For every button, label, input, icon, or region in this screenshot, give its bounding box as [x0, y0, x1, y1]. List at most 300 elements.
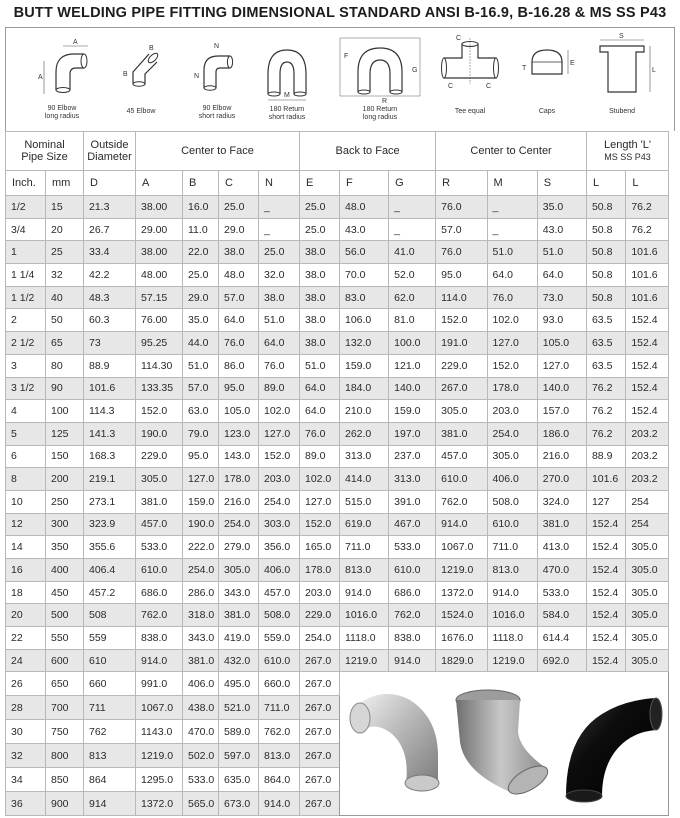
table-cell: 25.0 [259, 241, 300, 264]
table-cell: 51.0 [183, 354, 219, 377]
90-elbow-short-radius-icon [186, 28, 248, 108]
table-cell: 270.0 [537, 468, 586, 491]
table-cell: 38.0 [300, 264, 340, 287]
table-cell: 102.0 [259, 400, 300, 423]
table-cell: 152.0 [436, 309, 487, 332]
diagram-caption: 90 Elbow long radius [44, 105, 80, 120]
table-cell: 127.0 [300, 490, 340, 513]
table-cell: 381.0 [436, 422, 487, 445]
table-cell: 35.0 [183, 309, 219, 332]
table-cell: 991.0 [136, 672, 183, 696]
table-cell: 48.3 [84, 286, 136, 309]
table-cell: 267.0 [300, 768, 340, 792]
column-header: Inch. [6, 171, 46, 196]
table-cell: 88.9 [586, 445, 625, 468]
table-cell: 203.0 [487, 400, 537, 423]
table-cell: 105.0 [537, 332, 586, 355]
table-cell: 1219.0 [436, 559, 487, 582]
column-header: S [537, 171, 586, 196]
header-length-subtitle: MS SS P43 [604, 152, 651, 162]
table-cell: 457.0 [259, 581, 300, 604]
table-cell: 502.0 [183, 744, 219, 768]
table-cell: 254.0 [487, 422, 537, 445]
table-cell: 178.0 [300, 559, 340, 582]
table-cell: 140.0 [389, 377, 436, 400]
table-cell: 101.6 [626, 264, 669, 287]
table-cell: 1118.0 [340, 627, 389, 650]
column-header: L [586, 171, 625, 196]
table-cell: 22.0 [183, 241, 219, 264]
table-cell: _ [259, 218, 300, 241]
table-cell: 81.0 [389, 309, 436, 332]
table-row [6, 581, 669, 604]
caps-icon [516, 28, 578, 100]
table-row [6, 241, 669, 264]
table-cell: 813.0 [487, 559, 537, 582]
page-title: BUTT WELDING PIPE FITTING DIMENSIONAL STANDARD ANSI B-16.9, B-16.28 & MS SS P43 [13, 5, 667, 21]
table-cell: 64.0 [487, 264, 537, 287]
table-cell: 305.0 [136, 468, 183, 491]
table-cell: 313.0 [340, 445, 389, 468]
table-cell: 16.0 [183, 196, 219, 219]
table-cell: 38.0 [300, 241, 340, 264]
table-cell: 100.0 [389, 332, 436, 355]
table-cell: 533.0 [537, 581, 586, 604]
table-cell: 51.0 [259, 309, 300, 332]
table-cell: 168.3 [84, 445, 136, 468]
table-cell: 305.0 [626, 604, 669, 627]
table-cell: 28 [6, 696, 46, 720]
svg-text:R: R [382, 98, 388, 105]
table-cell: 33.4 [84, 241, 136, 264]
table-cell: 95.25 [136, 332, 183, 355]
table-cell: 60.3 [84, 309, 136, 332]
table-cell: 76.0 [436, 196, 487, 219]
column-header: F [340, 171, 389, 196]
table-cell: 52.0 [389, 264, 436, 287]
column-header: R [436, 171, 487, 196]
table-cell: 114.30 [136, 354, 183, 377]
table-cell: 467.0 [389, 513, 436, 536]
table-cell: 500 [46, 604, 84, 627]
table-row [6, 649, 669, 672]
table-cell: 495.0 [219, 672, 259, 696]
diagram-caps [516, 28, 578, 132]
svg-text:M: M [284, 92, 290, 99]
table-cell: 850 [46, 768, 84, 792]
table-cell: 83.0 [340, 286, 389, 309]
diagram-stubend [586, 28, 658, 132]
svg-text:T: T [522, 65, 527, 72]
svg-text:C: C [486, 83, 492, 90]
table-cell: 63.5 [586, 309, 625, 332]
table-cell: 254.0 [219, 513, 259, 536]
table-cell: 660 [84, 672, 136, 696]
table-cell: 584.0 [537, 604, 586, 627]
table-cell: 254.0 [259, 490, 300, 513]
table-cell: 1524.0 [436, 604, 487, 627]
column-header: A [136, 171, 183, 196]
table-cell: 43.0 [340, 218, 389, 241]
table-cell: 1372.0 [436, 581, 487, 604]
table-cell: 76.0 [300, 422, 340, 445]
table-cell: 76.2 [626, 196, 669, 219]
table-cell: 152.0 [487, 354, 537, 377]
table-cell: 508.0 [259, 604, 300, 627]
table-cell: 178.0 [487, 377, 537, 400]
table-cell: 229.0 [436, 354, 487, 377]
table-cell: 12 [6, 513, 46, 536]
table-row [6, 218, 669, 241]
table-cell: 38.00 [136, 241, 183, 264]
180-return-long-radius-icon [336, 28, 424, 108]
table-cell: 813.0 [259, 744, 300, 768]
table-cell: _ [389, 196, 436, 219]
table-cell: 1219.0 [340, 649, 389, 672]
table-cell: 105.0 [219, 400, 259, 423]
table-cell: 381.0 [537, 513, 586, 536]
table-cell: 6 [6, 445, 46, 468]
table-cell: 64.0 [537, 264, 586, 287]
svg-text:F: F [344, 53, 349, 60]
table-cell: 381.0 [136, 490, 183, 513]
table-cell: 29.0 [219, 218, 259, 241]
table-cell: 186.0 [537, 422, 586, 445]
table-cell: 267.0 [300, 744, 340, 768]
table-cell: 73.0 [537, 286, 586, 309]
table-cell: 73 [84, 332, 136, 355]
table-cell: 900 [46, 792, 84, 816]
table-cell: 101.6 [626, 286, 669, 309]
table-cell: 3/4 [6, 218, 46, 241]
table-row [6, 445, 669, 468]
table-cell: 762.0 [436, 490, 487, 513]
table-cell: 356.0 [259, 536, 300, 559]
table-cell: 914.0 [340, 581, 389, 604]
svg-text:L: L [652, 67, 656, 74]
table-cell: 589.0 [219, 720, 259, 744]
table-cell: 127.0 [487, 332, 537, 355]
table-cell: 32.0 [259, 264, 300, 287]
table-cell: 36 [6, 792, 46, 816]
table-cell: 273.1 [84, 490, 136, 513]
table-cell: 323.9 [84, 513, 136, 536]
table-cell: 178.0 [219, 468, 259, 491]
diagram-caption: 90 Elbow short radius [198, 105, 236, 120]
table-cell: 2 [6, 309, 46, 332]
table-cell: 76.00 [136, 309, 183, 332]
column-header: B [183, 171, 219, 196]
table-cell: 305.0 [219, 559, 259, 582]
table-cell: 762.0 [136, 604, 183, 627]
table-cell: 559.0 [259, 627, 300, 650]
table-cell: 48.00 [136, 264, 183, 287]
table-cell: 1143.0 [136, 720, 183, 744]
table-cell: 152.0 [136, 400, 183, 423]
table-cell: 508.0 [487, 490, 537, 513]
diagram-45-elbow [111, 28, 171, 132]
table-cell: 610.0 [389, 559, 436, 582]
table-cell: 1 [6, 241, 46, 264]
table-cell: 190.0 [183, 513, 219, 536]
table-cell: 50.8 [586, 286, 625, 309]
table-cell: 267.0 [300, 696, 340, 720]
table-cell: 159.0 [389, 400, 436, 423]
table-cell: 125 [46, 422, 84, 445]
table-cell: 26 [6, 672, 46, 696]
table-cell: 101.6 [626, 241, 669, 264]
table-cell: 114.3 [84, 400, 136, 423]
table-cell: 191.0 [436, 332, 487, 355]
table-cell: 254 [626, 490, 669, 513]
table-cell: 533.0 [136, 536, 183, 559]
45-elbow-icon [111, 28, 171, 98]
table-cell: 3 [6, 354, 46, 377]
table-cell: 159.0 [183, 490, 219, 513]
table-cell: 50.8 [586, 264, 625, 287]
table-cell: 381.0 [183, 649, 219, 672]
table-cell: 15 [46, 196, 84, 219]
diagram-caption: Tee equal [454, 108, 486, 115]
table-cell: 41.0 [389, 241, 436, 264]
table-cell: 406.0 [487, 468, 537, 491]
table-cell: 38.0 [300, 332, 340, 355]
table-cell: 305.0 [626, 559, 669, 582]
table-cell: 64.0 [219, 309, 259, 332]
table-cell: 343.0 [183, 627, 219, 650]
table-cell: 140.0 [537, 377, 586, 400]
header-center-to-face: Center to Face [136, 132, 300, 171]
table-cell: 197.0 [389, 422, 436, 445]
table-cell: 152.4 [586, 604, 625, 627]
table-cell: 40 [46, 286, 84, 309]
table-cell: 152.4 [586, 513, 625, 536]
table-row [6, 627, 669, 650]
table-cell: 11.0 [183, 218, 219, 241]
table-cell: 76.2 [586, 377, 625, 400]
table-cell: 152.4 [626, 309, 669, 332]
table-cell: 222.0 [183, 536, 219, 559]
table-cell: 313.0 [389, 468, 436, 491]
table-cell: 3 1/2 [6, 377, 46, 400]
table-row [6, 332, 669, 355]
table-cell: 56.0 [340, 241, 389, 264]
header-row-columns [6, 171, 669, 196]
table-cell: 300 [46, 513, 84, 536]
table-cell: 711 [84, 696, 136, 720]
table-cell: 1 1/4 [6, 264, 46, 287]
table-cell: 152.4 [586, 581, 625, 604]
table-cell: 686.0 [136, 581, 183, 604]
table-cell: 400 [46, 559, 84, 582]
table-cell: 16 [6, 559, 46, 582]
table-cell: 50.8 [586, 241, 625, 264]
table-cell: 152.4 [626, 377, 669, 400]
table-cell: 219.1 [84, 468, 136, 491]
diagram-caption: 180 Return short radius [268, 106, 306, 121]
table-row [6, 536, 669, 559]
svg-text:N: N [194, 73, 200, 80]
table-cell: 914 [84, 792, 136, 816]
table-cell: 914.0 [389, 649, 436, 672]
table-cell: 127.0 [259, 422, 300, 445]
table-cell: 127.0 [183, 468, 219, 491]
table-cell: 413.0 [537, 536, 586, 559]
stainless-90-elbow-icon [350, 694, 439, 791]
table-cell: 25.0 [183, 264, 219, 287]
table-cell: 152.4 [626, 400, 669, 423]
fittings-photo [340, 672, 669, 816]
table-cell: 22 [6, 627, 46, 650]
table-cell: 305.0 [626, 536, 669, 559]
table-cell: 64.0 [300, 400, 340, 423]
table-cell: 35.0 [537, 196, 586, 219]
table-cell: 305.0 [626, 581, 669, 604]
table-cell: 4 [6, 400, 46, 423]
table-cell: 24 [6, 649, 46, 672]
diagram-caption: 180 Return long radius [362, 106, 398, 121]
180-return-short-radius-icon [256, 28, 318, 108]
table-cell: 184.0 [340, 377, 389, 400]
table-cell: 229.0 [136, 445, 183, 468]
table-cell: 152.4 [586, 559, 625, 582]
table-cell: 76.0 [436, 241, 487, 264]
table-cell: 76.0 [487, 286, 537, 309]
table-cell: 1 1/2 [6, 286, 46, 309]
table-cell: 5 [6, 422, 46, 445]
svg-text:C: C [448, 83, 454, 90]
table-cell: 95.0 [219, 377, 259, 400]
table-cell: 610 [84, 649, 136, 672]
table-cell: 89.0 [300, 445, 340, 468]
table-cell: 102.0 [487, 309, 537, 332]
table-row [6, 513, 669, 536]
table-cell: 305.0 [436, 400, 487, 423]
table-cell: 216.0 [219, 490, 259, 513]
table-cell: 254.0 [300, 627, 340, 650]
table-cell: 203.2 [626, 468, 669, 491]
svg-text:B: B [149, 45, 154, 52]
table-cell: 65 [46, 332, 84, 355]
table-cell: 800 [46, 744, 84, 768]
table-cell: 343.0 [219, 581, 259, 604]
table-cell: 533.0 [183, 768, 219, 792]
table-cell: 70.0 [340, 264, 389, 287]
table-row [6, 400, 669, 423]
table-cell: 762 [84, 720, 136, 744]
table-row [6, 559, 669, 582]
table-cell: 838.0 [136, 627, 183, 650]
elbow-photo-image [340, 672, 668, 812]
table-row [6, 604, 669, 627]
table-cell: 318.0 [183, 604, 219, 627]
table-cell: 10 [6, 490, 46, 513]
table-cell: 50.8 [586, 218, 625, 241]
table-cell: 619.0 [340, 513, 389, 536]
table-cell: 127.0 [537, 354, 586, 377]
table-cell: 152.4 [586, 627, 625, 650]
table-cell: 102.0 [300, 468, 340, 491]
table-cell: 48.0 [219, 264, 259, 287]
table-cell: 76.2 [586, 400, 625, 423]
table-cell: 203.2 [626, 422, 669, 445]
diagram-180-return-long-radius [336, 28, 424, 132]
table-cell: 438.0 [183, 696, 219, 720]
table-cell: 106.0 [340, 309, 389, 332]
table-cell: 57.15 [136, 286, 183, 309]
table-cell: 51.0 [537, 241, 586, 264]
table-cell: 200 [46, 468, 84, 491]
table-cell: 406.0 [183, 672, 219, 696]
table-cell: 121.0 [389, 354, 436, 377]
column-header: C [219, 171, 259, 196]
table-cell: 457.2 [84, 581, 136, 604]
table-row [6, 264, 669, 287]
table-cell: 508 [84, 604, 136, 627]
fitting-diagrams-panel [5, 27, 675, 131]
table-cell: 51.0 [487, 241, 537, 264]
table-cell: 750 [46, 720, 84, 744]
table-cell: 152.0 [259, 445, 300, 468]
table-cell: 8 [6, 468, 46, 491]
table-cell: 76.2 [626, 218, 669, 241]
table-cell: 203.0 [259, 468, 300, 491]
table-cell: 25.0 [300, 196, 340, 219]
table-cell: 381.0 [219, 604, 259, 627]
table-cell: 813 [84, 744, 136, 768]
table-cell: 152.4 [626, 354, 669, 377]
table-cell: 254 [626, 513, 669, 536]
table-cell: 914.0 [487, 581, 537, 604]
table-cell: 711.0 [340, 536, 389, 559]
table-cell: 62.0 [389, 286, 436, 309]
table-row [6, 422, 669, 445]
table-cell: 30 [6, 720, 46, 744]
table-cell: 432.0 [219, 649, 259, 672]
table-cell: 305.0 [487, 445, 537, 468]
diagram-caption: 45 Elbow [126, 108, 156, 115]
table-cell: 93.0 [537, 309, 586, 332]
table-cell: 414.0 [340, 468, 389, 491]
table-row [6, 286, 669, 309]
table-cell: 406.4 [84, 559, 136, 582]
table-cell: 165.0 [300, 536, 340, 559]
table-cell: 565.0 [183, 792, 219, 816]
table-cell: 210.0 [340, 400, 389, 423]
table-cell: 600 [46, 649, 84, 672]
table-cell: 29.00 [136, 218, 183, 241]
table-cell: 123.0 [219, 422, 259, 445]
table-cell: 914.0 [259, 792, 300, 816]
table-cell: 64.0 [300, 377, 340, 400]
table-cell: 391.0 [389, 490, 436, 513]
table-cell: 203.2 [626, 445, 669, 468]
table-cell: 63.0 [183, 400, 219, 423]
table-cell: 38.0 [300, 286, 340, 309]
table-cell: 614.4 [537, 627, 586, 650]
table-cell: 57.0 [436, 218, 487, 241]
table-cell: 1295.0 [136, 768, 183, 792]
table-cell: 1/2 [6, 196, 46, 219]
stainless-45-elbow-icon [456, 690, 552, 800]
table-cell: 18 [6, 581, 46, 604]
table-cell: 89.0 [259, 377, 300, 400]
table-cell: 101.6 [586, 468, 625, 491]
table-cell: 1372.0 [136, 792, 183, 816]
table-row [6, 490, 669, 513]
table-cell: 159.0 [340, 354, 389, 377]
table-cell: 152.4 [586, 536, 625, 559]
